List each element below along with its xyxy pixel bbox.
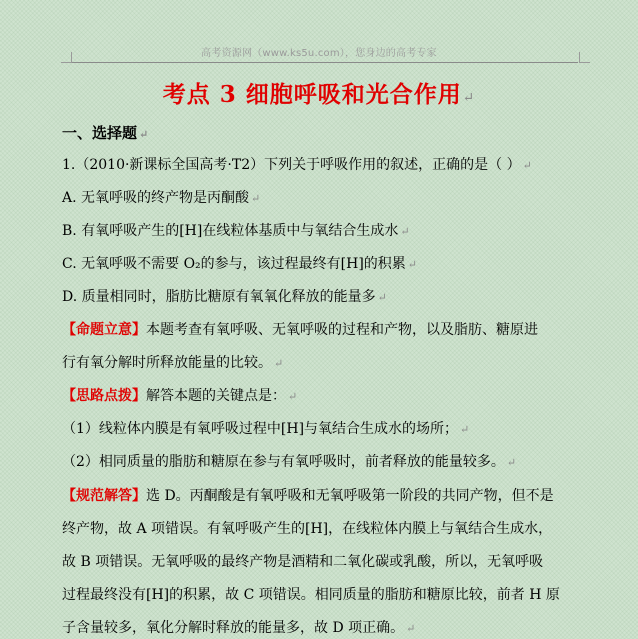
answer-line-4: 过程最终没有[H]的积累，故 C 项错误。相同质量的脂肪和糖原比较，前者 H 原: [62, 587, 560, 603]
intent-label: 【命题立意】: [62, 322, 146, 338]
paragraph-mark: ↵: [522, 159, 532, 172]
thinking-line: 【思路点拨】解答本题的关键点是： ↵: [62, 388, 298, 404]
site-header-text: 高考资源网（www.ks5u.com），您身边的高考专家: [201, 48, 437, 59]
answer-line-2: 终产物，故 A 项错误。有氧呼吸产生的[H]，在线粒体内膜上与氧结合生成水，: [62, 521, 553, 537]
option-c: C. 无氧呼吸不需要 O₂的参与，该过程最终有[H]的积累 ↵: [62, 256, 418, 272]
paragraph-mark: ↵: [407, 258, 418, 271]
paragraph-mark: ↵: [462, 90, 476, 106]
paragraph-mark: ↵: [288, 390, 298, 403]
paragraph-mark: ↵: [139, 128, 149, 141]
answer-line-1: 【规范解答】选 D。丙酮酸是有氧呼吸和无氧呼吸第一阶段的共同产物，但不是: [62, 488, 554, 504]
page-title: 考点 3 细胞呼吸和光合作用↵: [162, 81, 476, 108]
paragraph-mark: ↵: [506, 456, 517, 469]
paragraph-mark: ↵: [460, 423, 470, 436]
crop-mark-top-right: [579, 52, 590, 63]
header-rule: [72, 62, 578, 63]
thinking-label: 【思路点拨】: [62, 388, 146, 404]
question-stem: 1.（2010·新课标全国高考·T2）下列关于呼吸作用的叙述，正确的是（ ） ↵: [62, 157, 532, 173]
option-d: D. 质量相同时，脂肪比糖原有氧氧化释放的能量多 ↵: [62, 289, 387, 305]
crop-mark-top-left: [61, 52, 72, 63]
intent-line-1: 【命题立意】本题考查有氧呼吸、无氧呼吸的过程和产物，以及脂肪、糖原进: [62, 322, 538, 338]
option-b: B. 有氧呼吸产生的[H]在线粒体基质中与氧结合生成水 ↵: [62, 223, 410, 239]
option-a: A. 无氧呼吸的终产物是丙酮酸 ↵: [62, 190, 261, 206]
paragraph-mark: ↵: [251, 192, 261, 205]
paragraph-mark: ↵: [274, 357, 284, 370]
answer-label: 【规范解答】: [62, 488, 146, 504]
paragraph-mark: ↵: [406, 622, 416, 635]
point-2: （2）相同质量的脂肪和糖原在参与有氧呼吸时，前者释放的能量较多。 ↵: [62, 454, 517, 470]
paragraph-mark: ↵: [400, 225, 410, 238]
section-heading: 一、选择题 ↵: [62, 124, 149, 142]
answer-line-5: 子含量较多，氧化分解时释放的能量多，故 D 项正确。 ↵: [62, 620, 416, 636]
answer-line-3: 故 B 项错误。无氧呼吸的最终产物是酒精和二氧化碳或乳酸，所以，无氧呼吸: [62, 554, 544, 570]
paragraph-mark: ↵: [377, 291, 387, 304]
point-1: （1）线粒体内膜是有氧呼吸过程中[H]与氧结合生成水的场所； ↵: [62, 421, 470, 437]
intent-line-2: 行有氧分解时所释放能量的比较。 ↵: [62, 355, 284, 371]
